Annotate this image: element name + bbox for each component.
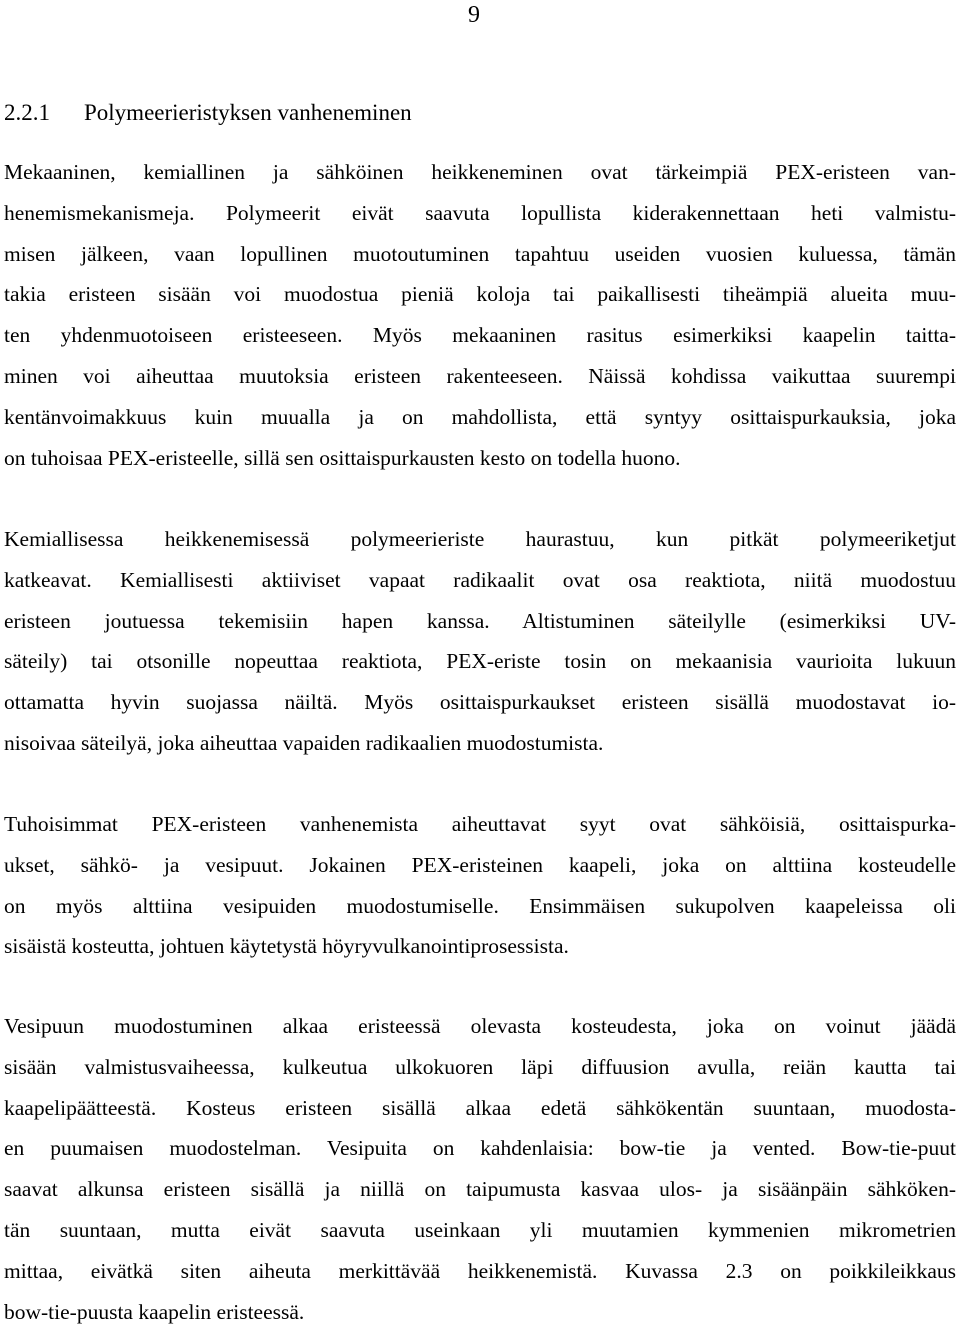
text-line: Kemiallisessa heikkenemisessä polymeerieriste haurastuu, kun pitkät polymeeriketjut [4, 527, 956, 551]
text-line: säteily) tai otsonille nopeuttaa reaktiota, PEX-eriste tosin on mekaanisia vaurioita lukuun [4, 649, 956, 674]
paragraph-2 [4, 519, 956, 764]
text-line: en puumaisen muodostelman. Vesipuita on kahdenlaisia: bow-tie ja vented. Bow-tie-puut [4, 1136, 956, 1161]
text-line: katkeavat. Kemiallisesti aktiiviset vapaat radikaalit ovat osa reaktiota, niitä muodostuu [4, 567, 956, 592]
text-line: kaapelipäätteestä. Kosteus eristeen sisällä alkaa edetä sähkökentän suuntaan, muodosta- [4, 1095, 956, 1120]
section-title: Polymeerieristyksen vanheneminen [84, 100, 412, 125]
text-line: eristeen joutuessa tekemisiin hapen kanssa. Altistuminen säteilylle (esimerkiksi UV- [4, 608, 956, 633]
paragraph-3 [4, 804, 956, 967]
section-heading [4, 98, 412, 128]
text-line: misen jälkeen, vaan lopullinen muotoutuminen tapahtuu useiden vuosien kuluessa, tämän [4, 241, 956, 266]
text-line: on myös alttiina vesipuiden muodostumiselle. Ensimmäisen sukupolven kaapeleissa oli [4, 893, 956, 918]
text-line: Mekaaninen, kemiallinen ja sähköinen heikkeneminen ovat tärkeimpiä PEX-eristeen van- [4, 160, 956, 184]
text-line: ukset, sähkö- ja vesipuut. Jokainen PEX-eristeinen kaapeli, joka on alttiina kosteudelle [4, 852, 956, 877]
text-line: Tuhoisimmat PEX-eristeen vanhenemista aiheuttavat syyt ovat sähköisiä, osittaispurka- [4, 812, 956, 836]
text-line: Vesipuun muodostuminen alkaa eristeessä olevasta kosteudesta, joka on voinut jäädä [4, 1014, 956, 1038]
text-line: bow-tie-puusta kaapelin eristeessä. [4, 1299, 305, 1324]
text-line: takia eristeen sisään voi muodostua pieniä koloja tai paikallisesti tiheämpiä alueita muu- [4, 282, 956, 307]
text-line: henemismekanismeja. Polymeerit eivät saavuta lopullista kiderakennettaan heti valmistu- [4, 200, 956, 225]
text-line: kentänvoimakkuus kuin muualla ja on mahdollista, että syntyy osittaispurkauksia, joka [4, 404, 956, 429]
text-line: mittaa, eivätkä siten aiheuta merkittävää heikkenemistä. Kuvassa 2.3 on poikkileikkaus [4, 1258, 956, 1283]
paragraph-1 [4, 152, 956, 478]
section-number: 2.2.1 [4, 100, 50, 125]
text-line: minen voi aiheuttaa muutoksia eristeen rakenteeseen. Näissä kohdissa vaikuttaa suurempi [4, 363, 956, 388]
text-line: sisään valmistusvaiheessa, kulkeutua ulkokuoren läpi diffuusion avulla, reiän kautta tai [4, 1054, 956, 1079]
text-line: on tuhoisaa PEX-eristeelle, sillä sen osittaispurkausten kesto on todella huono. [4, 445, 681, 470]
text-line: ottamatta hyvin suojassa näiltä. Myös osittaispurkaukset eristeen sisällä muodostavat io- [4, 690, 956, 715]
text-line: saavat alkunsa eristeen sisällä ja niillä on taipumusta kasvaa ulos- ja sisäänpäin sähköken- [4, 1177, 956, 1202]
paragraph-4 [4, 1006, 956, 1332]
text-line: tän suuntaan, mutta eivät saavuta useinkaan yli muutamien kymmenien mikrometrien [4, 1217, 956, 1242]
text-line: sisäistä kosteutta, johtuen käytetystä höyryvulkanointiprosessista. [4, 934, 569, 959]
text-line: ten yhdenmuotoiseen eristeeseen. Myös mekaaninen rasitus esimerkiksi kaapelin taitta- [4, 323, 956, 348]
page-number: 9 [468, 2, 480, 28]
text-line: nisoivaa säteilyä, joka aiheuttaa vapaiden radikaalien muodostumista. [4, 730, 604, 755]
